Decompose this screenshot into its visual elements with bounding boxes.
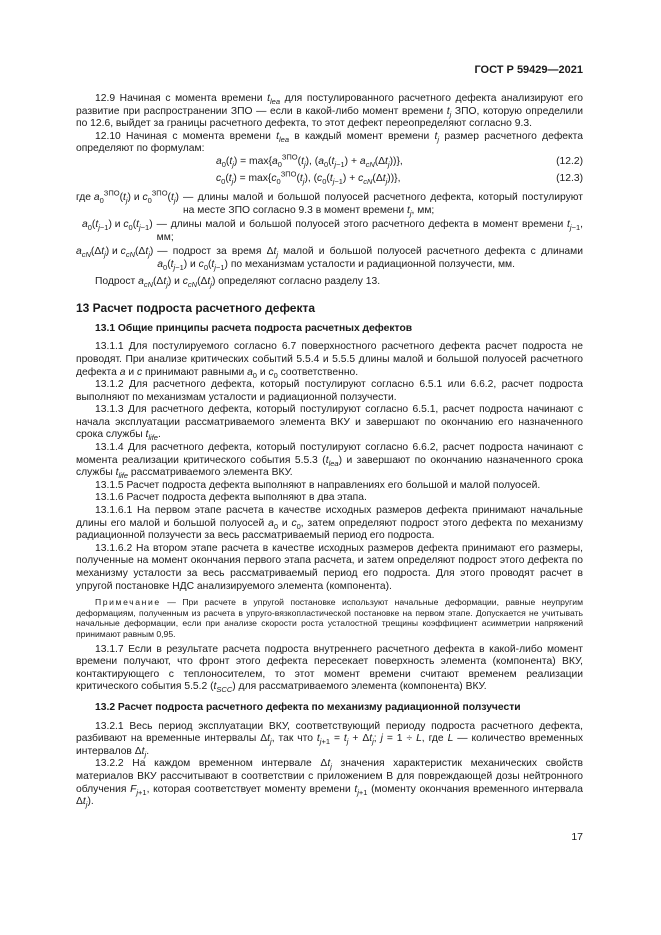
section-13-title: 13 Расчет подроста расчетного дефекта (76, 301, 316, 316)
paragraph: 13.1.6.1 На первом этапе расчета в качестве исходных размеров дефекта принимают начальные длины его малой и большой полуосей $a_0$ и $c_0$, затем определяют подрост этого дефекта по механизму радиационной ползучести за весь рассматриваемый период его подроста. (76, 505, 583, 542)
paragraph: 13.1.1 Для постулируемого согласно 6.7 поверхностного расчетного дефекта расчет подроста не проводят. При анализе критических событий 5.5.4 и 5.5.5 длины малой и большой полуосей расчетного дефекта a и c принимают равными $a_0$ и $c_0$ соответственно. (76, 341, 583, 380)
after-where-paragraph: Подрост $a_{cN}(\Delta t_j)$ и $c_{cN}(\Delta t_j)$ определяют согласно разделу 13. (95, 275, 381, 289)
paragraphs-13-2 (76, 721, 583, 809)
note-text: — При расчете в упругой постановке используют начальные деформации, равные неупругим деформациям, полученным из расчета в упруго-вязкопластической постановке на первом этапе. Допускается не учитывать начальные деформации, если при анализе скорости роста усталостной трещины коэффициент асимметрии напряжений принимают равным 0,95. (76, 597, 583, 639)
where-item (76, 246, 583, 271)
note (76, 597, 583, 639)
paragraph: 13.1.3 Для расчетного дефекта, который постулируют согласно 6.5.1, расчет подроста начинают с начала эксплуатации рассматриваемого элемента ВКУ и завершают по окончанию его назначенного срока службы $t_{life}$. (76, 404, 583, 443)
paragraph: 12.10 Начиная с момента времени $t_{lea}$ в каждый момент времени $t_j$ размер расчетного дефекта определяют по формулам: (76, 130, 583, 155)
equations (76, 152, 583, 190)
paragraph: 13.1.5 Расчет подроста дефекта выполняют в направлениях его большой и малой полуосей. (95, 479, 541, 491)
paragraph: 13.2.1 Весь период эксплуатации ВКУ, соответствующий периоду подроста расчетного дефекта, разбивают на временные интервалы $\Delta t_j$, так что $t_{j+1} = t_j + \Delta t_j$; j = 1 ÷ L, где L — количество временных интервалов $\Delta t_j$. (76, 720, 583, 759)
note-label: Примечание (95, 597, 161, 608)
page-content (76, 93, 583, 809)
paragraphs-13-1 (76, 341, 583, 593)
equation-formula: $c_0(t_j) = \max\{c_0^{ЗПО}(t_j)$, $(c_0(t_{j-1}) + c_{cN}(\Delta t_j))$}, (216, 169, 401, 187)
where-list (76, 188, 583, 272)
equation-formula: $a_0(t_j) = \max\{a_0^{ЗПО}(t_j)$, $(a_0(t_{j-1}) + a_{cN}(\Delta t_j))$}, (216, 152, 403, 170)
where-item (76, 219, 583, 244)
equation-number: (12.2) (556, 155, 583, 167)
paragraph: 13.2.2 На каждом временном интервале $\Delta t_j$ значения характеристик механических свойств материалов ВКУ рассчитывают в соответствии с приложением В для повреждающей дозы нейтронного облучения $F_{j+1}$, которая соответствует моменту времени $t_{j+1}$ (моменту окончания временного интервала $\Delta t_j$). (76, 758, 583, 810)
where-description: — длины малой и большой полуосей расчетного дефекта, который постулируют на месте ЗПО согласно 9.3 в момент времени $t_j$, мм; (182, 191, 583, 218)
equation-12-2 (76, 152, 583, 173)
paragraph: 13.1.6 Расчет подроста дефекта выполняют в два этапа. (95, 492, 367, 504)
paragraph: 12.9 Начиная с момента времени $t_{lea}$ для постулированного расчетного дефекта анализируют его развитие при распространении ЗПО — если в какой-либо момент времени $t_j$ ЗПО, которую определили по 12.6, выйдет за границы расчетного дефекта, то этот дефект переопределяют согласно 9.3. (76, 93, 583, 130)
paragraph: 13.1.6.2 На втором этапе расчета в качестве исходных размеров дефекта принимают его размеры, полученные на момент окончания первого этапа расчета, и затем определяют подрост этого дефекта по механизму усталости за весь рассматриваемый период его подроста. Для этого проводят расчет в упругой постановке НДС анализируемого элемента (компонента). (76, 542, 583, 592)
standard-code-header: ГОСТ Р 59429—2021 (474, 64, 583, 76)
where-term: $a_0(t_{j-1})$ и $c_0(t_{j-1})$ (82, 219, 153, 233)
paragraph-13-1-7: 13.1.7 Если в результате расчета подроста внутреннего расчетного дефекта в какой-либо момент времени получают, что фронт этого дефекта пересекает поверхность элемента (компонента) ВКУ, контактирующего с теплоносителем, то этот момент времени считают временем реализации критического события 5.5.2 $(t_{SCC})$ для рассматриваемого элемента (компонента) ВКУ. (76, 643, 583, 695)
subsection-13-1-title: 13.1 Общие принципы расчета подроста расчетных дефектов (95, 322, 413, 334)
where-description: — подрост за время $\Delta t_j$ малой и большой полуосей расчетного дефекта с длинами $a_0(t_{j-1})$ и $c_0(t_{j-1})$ по механизмам усталости и радиационной ползучести, мм. (157, 246, 583, 272)
equation-12-3 (76, 169, 583, 190)
where-item (76, 188, 583, 218)
paragraph: 13.1.4 Для расчетного дефекта, который постулируют согласно 6.6.2, расчет подроста начинают с момента реализации критического события 5.5.3 $(t_{lea})$ и завершают по окончанию назначенного срока службы $t_{life}$ рассматриваемого элемента ВКУ. (76, 442, 584, 481)
where-term: где $a_0^{ЗПО}(t_j)$ и $c_0^{ЗПО}(t_j)$ (76, 188, 179, 206)
where-term: $a_{cN}(\Delta t_j)$ и $c_{cN}(\Delta t_j)$ (76, 246, 154, 260)
page-number: 17 (571, 831, 583, 843)
equation-number: (12.3) (556, 172, 583, 184)
paragraphs-top (76, 93, 583, 156)
subsection-13-2-title: 13.2 Расчет подроста расчетного дефекта по механизму радиационной ползучести (95, 701, 521, 713)
paragraph: 13.1.2 Для расчетного дефекта, который постулируют согласно 6.5.1 или 6.6.2, расчет подроста выполняют по механизмам усталости и радиационной ползучести. (76, 379, 583, 403)
where-description: — длины малой и большой полуосей этого расчетного дефекта в момент времени $t_{j-1}$, мм; (156, 219, 583, 243)
